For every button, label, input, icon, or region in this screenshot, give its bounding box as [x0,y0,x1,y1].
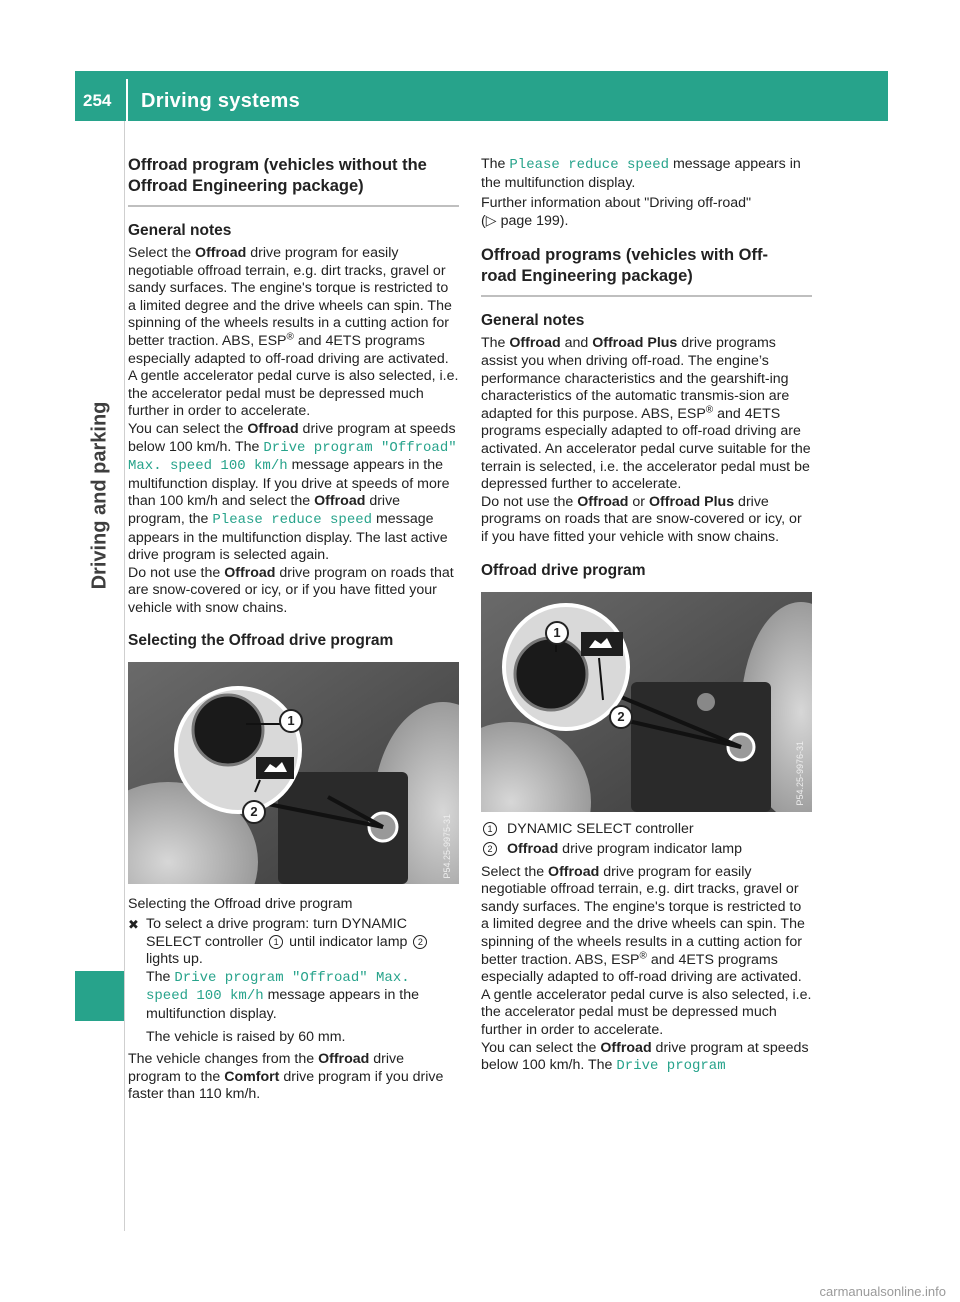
subheading-selecting: Selecting the Offroad drive program [128,632,394,650]
site-watermark: carmanualsonline.info [819,1284,946,1299]
page-number: 254 [83,91,112,110]
paragraph: The vehicle changes from the Offroad drive program to the Comfort drive program if you drive faster than 110 km/h. [128,1051,444,1103]
display-message: Drive program [616,1058,726,1075]
heading-rule [128,205,459,207]
photo-caption: Selecting the Offroad drive program [128,896,353,913]
side-tab-marker [75,971,125,1021]
paragraph: You can select the Offroad drive program at speeds below 100 km/h. The Drive program [481,1039,809,1075]
callout-2: 2 [609,705,633,729]
right-column [481,156,812,1076]
paragraph: Select the Offroad drive program for easily negotiable offroad terrain, e.g. dirt tracks, gravel or sandy surfaces. The engine's torque is restricted to a limited degree and the drive wheels can spin. The spinning of the wheels results in a cutting action for better traction. ABS, ESP® and 4ETS programs especially adapted to off-road driving are activated. A gentle accelerator pedal curve is also selected, i.e. the accelerator pedal must be depressed much further in order to accelerate. [128,245,459,420]
display-message: Please reduce speed [212,511,373,528]
legend-item: 1 DYNAMIC SELECT controller [481,821,812,839]
step-arrow-icon: ✖ [128,917,139,933]
paragraph: The Please reduce speed message appears in the multifunction display. [481,156,801,191]
side-tab-label: Driving and parking [88,401,111,589]
subheading-general-notes: General notes [128,222,232,239]
paragraph: Further information about "Driving off-road" (▷ page 199). [481,195,752,229]
subheading-general-notes: General notes [481,312,585,330]
photo-code: P54.25-9975-31 [442,813,453,879]
callout-1: 1 [279,709,303,733]
page-reference: (▷ page 199). [481,212,569,229]
legend-item: 2 Offroad drive program indicator lamp [481,841,812,859]
left-column [128,155,459,1104]
display-message: Drive program "Offroad" Max. speed 100 km/h [128,439,457,475]
console-illustration [481,592,812,812]
section-heading: Offroad program (vehicles without the Offroad Engineering package) [128,156,427,195]
photo-code: P54.25-9976-31 [795,740,806,806]
paragraph: Select the Offroad drive program for easily negotiable offroad terrain, e.g. dirt tracks, gravel or sandy surfaces. The engine's torque is restricted to a limited degree and the drive wheels can spin. The spinning of the wheels results in a cutting action for better traction. ABS, ESP® and 4ETS programs especially adapted to off-road driving are activated. A gentle accelerator pedal curve is also selected, i.e. the accelerator pedal must be depressed much further in order to accelerate. [481,863,812,1039]
display-message: Please reduce speed [509,157,670,173]
side-divider [124,121,125,1231]
callout-2: 2 [242,800,266,824]
console-illustration [128,662,459,884]
instruction-step: ✖ To select a drive program: turn DYNAMIC SELECT controller 1 until indicator lamp 2 lights up. The Drive program "Offroad" Max. speed 100 km/h message appears in the multifunction display. The vehicle is raised by 60 mm. [128,916,459,1046]
subheading-offroad-program: Offroad drive program [481,561,646,579]
heading-rule [481,295,812,297]
display-message: Drive program "Offroad" Max. speed 100 km/h [146,969,410,1005]
paragraph: The Offroad and Offroad Plus drive programs assist you when driving off-road. The engine’s performance characteristics and the gearshift-ing characteristics of the automatic transmis-sion are adapted for this purpose. ABS, ESP® and 4ETS programs especially adapted to off-road driving are activated. An accelerator pedal curve suitable for the terrain is selected, i.e. the accelerator pedal must be depressed further to accelerate. [481,335,811,493]
side-tab [75,121,125,1231]
header-divider [126,79,128,121]
paragraph: Do not use the Offroad or Offroad Plus drive programs on roads that are snow-covered or icy, or if you have fitted your vehicle with snow chains. [481,493,802,545]
console-photo [128,662,459,884]
callout-1: 1 [545,621,569,645]
section-heading: Offroad programs (vehicles with Off- road Engineering package) [481,246,768,286]
paragraph: Do not use the Offroad drive program on roads that are snow-covered or icy, or if you have fitted your vehicle with snow chains. [128,564,454,616]
paragraph: You can select the Offroad drive program at speeds below 100 km/h. The Drive program "Offroad" Max. speed 100 km/h message appears in the multifunction display. If you drive at speeds of more than 100 km/h and select the Offroad drive program, the Please reduce speed message appears in the multifunction display. The last active drive program is selected again. [128,420,457,564]
page-header [75,71,888,121]
section-title: Driving systems [141,90,301,112]
step-result: The vehicle is raised by 60 mm. [146,1028,346,1045]
console-photo [481,592,812,812]
